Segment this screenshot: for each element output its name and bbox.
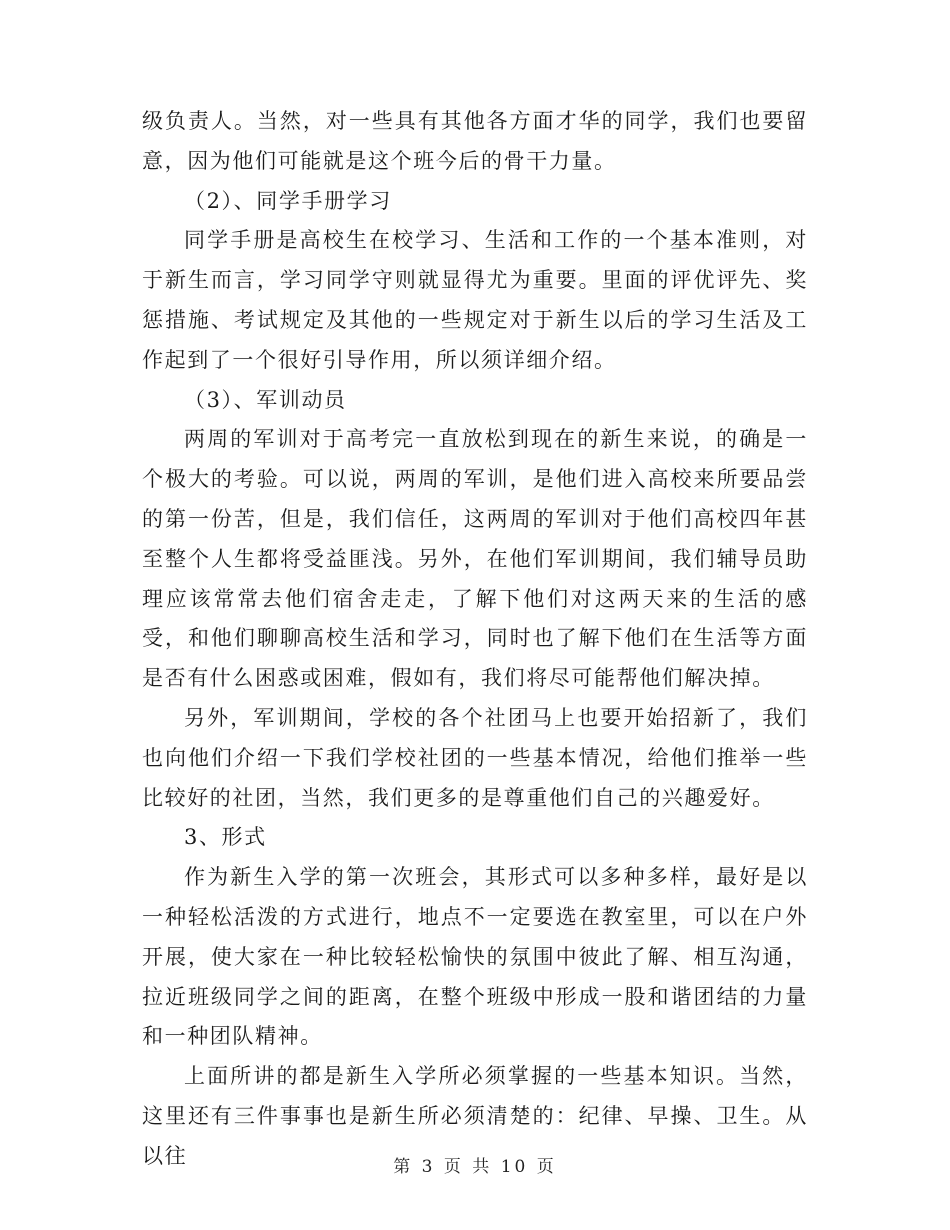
heading-format: 3、形式 [184,825,267,850]
paragraph-format: 作为新生入学的第一次班会，其形式可以多种多样，最好是以一种轻松活泼的方式进行，地点不一定要选在教室里，可以在户外开展，使大家在一种比较轻松愉快的氛围中彼此了解、相互沟通，拉近班级同学之间的距离，在整个班级中形成一股和谐团结的力量和一种团队精神。 [142,865,808,1049]
heading-military-training: （3）、军训动员 [184,387,347,412]
page-number-footer: 第 3 页 共 10 页 [393,1157,557,1177]
paragraph-military-training: 两周的军训对于高考完一直放松到现在的新生来说，的确是一个极大的考验。可以说，两周的军训，是他们进入高校来所要品尝的第一份苦，但是，我们信任，这两周的军训对于他们高校四年甚至整个人生都将受益匪浅。另外，在他们军训期间，我们辅导员助理应该常常去他们宿舍走走，了解下他们对这两天来的生活的感受，和他们聊聊高校生活和学习，同时也了解下他们在生活等方面是否有什么困惑或困难，假如有，我们将尽可能帮他们解决掉。 [142,427,808,691]
paragraph-clubs: 另外，军训期间，学校的各个社团马上也要开始招新了，我们也向他们介绍一下我们学校社团的一些基本情况，给他们推举一些比较好的社团，当然，我们更多的是尊重他们自己的兴趣爱好。 [142,705,808,810]
document-body [142,102,808,1177]
paragraph-handbook: 同学手册是高校生在校学习、生活和工作的一个基本准则，对于新生而言，学习同学守则就显得尤为重要。里面的评优评先、奖惩措施、考试规定及其他的一些规定对于新生以后的学习生活及工作起到了一个很好引导作用，所以须详细介绍。 [142,228,808,372]
paragraph-summary: 上面所讲的都是新生入学所必须掌握的一些基本知识。当然，这里还有三件事事也是新生所必须清楚的：纪律、早操、卫生。从以往 [142,1064,808,1168]
heading-handbook-study: （2）、同学手册学习 [184,188,392,213]
paragraph-class-leader-note: 级负责人。当然，对一些具有其他各方面才华的同学，我们也要留意，因为他们可能就是这个班今后的骨干力量。 [142,109,808,173]
